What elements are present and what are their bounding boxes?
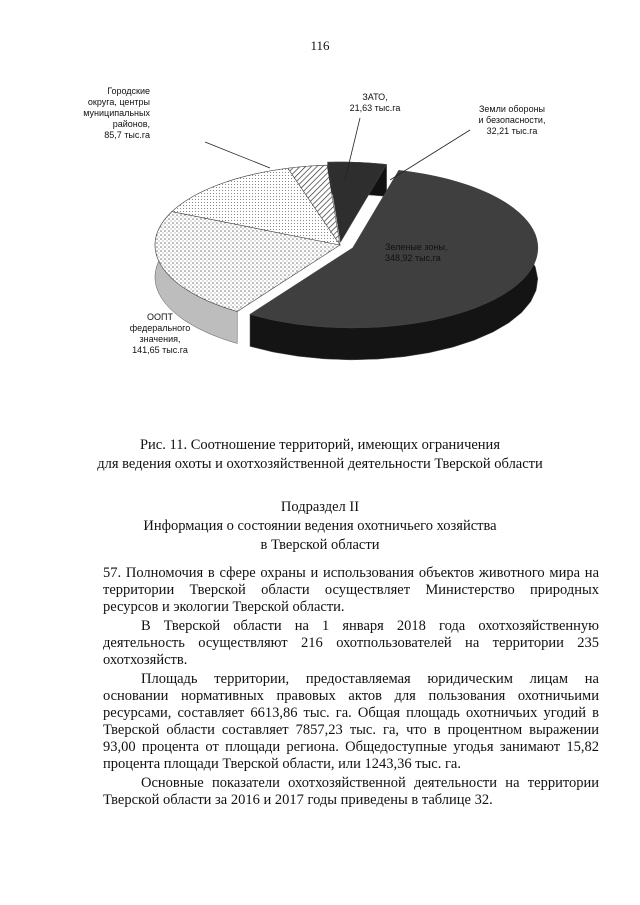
- page-number: 116: [310, 38, 330, 53]
- leader-line-0: [205, 142, 270, 168]
- subsection-heading: [60, 498, 580, 555]
- caption-line-1: Рис. 11. Соотношение территорий, имеющих ограничения: [139, 437, 500, 453]
- slice-label-4: Земли обороны и безопасности, 32,21 тыс.га: [478, 104, 546, 136]
- pie-chart: [0, 70, 640, 420]
- paragraph-indicators: Основные показатели охотхозяйственной деятельности на территории Тверской области за 2016 и 2017 годы приведены в таблице 32.: [103, 775, 599, 808]
- slice-label-1: ООПТ федерального значения, 141,65 тыс.га: [129, 312, 191, 355]
- subsection-subtitle-1: Информация о состоянии ведения охотничьего хозяйства: [143, 518, 497, 534]
- subsection-title: Подраздел II: [280, 499, 360, 515]
- caption-line-2: для ведения охоты и охотхозяйственной деятельности Тверской области: [97, 456, 543, 472]
- slice-label-2: Городские округа, центры муниципальных районов, 85,7 тыс.га: [83, 86, 150, 140]
- paragraph-area: Площадь территории, предоставляемая юридическим лицам на основании нормативных правовых актов для пользования охотничьими ресурсами, составляет 6613,86 тыс. га. Общая площадь охотничьих угодий в Тверской области составляет 7857,23 тыс. га, что в процентном выражении 93,00 процента от площади региона. Общедоступные угодья занимают 15,82 процента площади Тверской области, или 1243,36 тыс. га.: [103, 671, 599, 772]
- figure-caption: [60, 436, 580, 474]
- slice-label-0: Зеленые зоны, 348,92 тыс.га: [385, 242, 448, 263]
- paragraph-hunting-users: В Тверской области на 1 января 2018 года охотхозяйственную деятельность осуществляют 216 охотпользователей на территории 235 охотхозяйств.: [103, 618, 599, 668]
- leader-line-2: [390, 130, 470, 180]
- body-text: [103, 565, 599, 811]
- paragraph-57: 57. Полномочия в сфере охраны и использования объектов животного мира на территории Тверской области осуществляет Министерство природных ресурсов и экологии Тверской области.: [103, 565, 599, 615]
- slice-label-3: ЗАТО, 21,63 тыс.га: [349, 92, 401, 113]
- subsection-subtitle-2: в Тверской области: [260, 537, 380, 553]
